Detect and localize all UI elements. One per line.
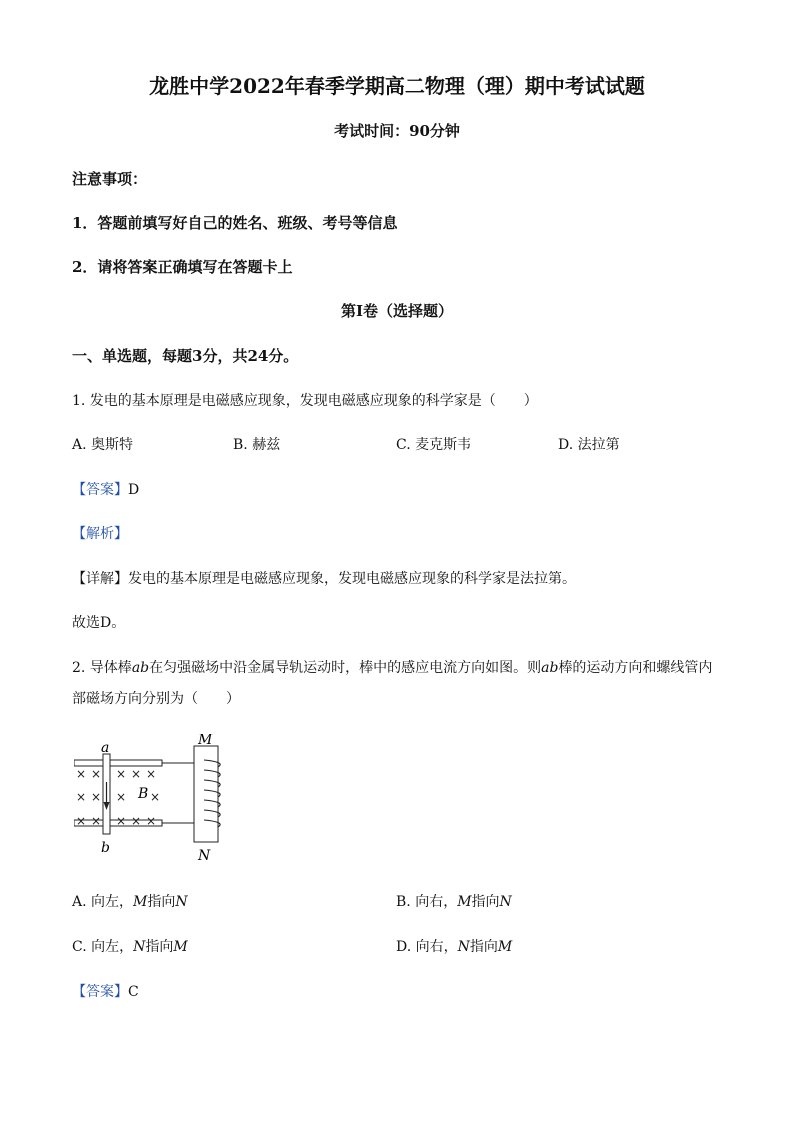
opt-to: M (173, 939, 188, 955)
opt-from: M (457, 894, 472, 910)
circuit-figure (74, 734, 244, 864)
opt-to: M (497, 939, 513, 955)
opt-from: N (133, 939, 146, 955)
q1-option-a: A. 奥斯特 (72, 437, 134, 453)
q2-option-d (396, 936, 512, 956)
label-M: M (198, 734, 213, 748)
opt-prefix: D. 向右， (396, 939, 458, 955)
opt-prefix: B. 向右， (396, 894, 458, 910)
opt-mid: 指向 (471, 894, 500, 910)
exam-time: 考试时间：90分钟 (334, 122, 460, 140)
svg-text:×: × (116, 767, 127, 781)
q2-option-b (396, 891, 512, 911)
svg-text:×: × (116, 790, 127, 804)
q2-option-c (72, 936, 188, 956)
svg-text:×: × (91, 767, 102, 781)
opt-mid: 指向 (469, 939, 498, 955)
svg-text:×: × (76, 790, 87, 804)
q1-option-c: C. 麦克斯韦 (396, 437, 472, 453)
top-rail (74, 760, 162, 766)
opt-to: N (175, 894, 188, 910)
svg-text:×: × (91, 814, 102, 828)
q1-stem: 1. 发电的基本原理是电磁感应现象，发现电磁感应现象的科学家是（ ） (72, 393, 538, 409)
q1-answer-value: D (128, 482, 140, 498)
svg-text:×: × (146, 767, 157, 781)
q2-answer-value: C (128, 984, 139, 1000)
q1-detail (72, 568, 576, 588)
answer-tag: 【答案】 (72, 984, 128, 1000)
q2-option-a (72, 891, 188, 911)
opt-from: M (133, 894, 148, 910)
section-title: 第I卷（选择题） (340, 302, 454, 320)
q1-option-d: D. 法拉第 (558, 437, 620, 453)
var-ab: ab (541, 660, 559, 676)
opt-mid: 指向 (147, 894, 176, 910)
q1-conclusion: 故选D。 (72, 615, 126, 631)
svg-text:×: × (146, 814, 157, 828)
q2-stem-part-a: 2. 导体棒 (72, 660, 132, 676)
detail-tag: 【详解】 (72, 571, 128, 587)
svg-text:×: × (131, 767, 142, 781)
part-heading: 一、单选题，每题3分，共24分。 (72, 347, 299, 365)
q1-answer (72, 479, 139, 499)
q2-stem-part-b: 在匀强磁场中沿金属导轨运动时，棒中的感应电流方向如图。则 (149, 660, 542, 676)
q2-stem-line1 (72, 657, 712, 677)
q1-detail-text: 发电的基本原理是电磁感应现象，发现电磁感应现象的科学家是法拉第。 (128, 571, 576, 587)
q1-option-b: B. 赫兹 (233, 437, 281, 453)
opt-to: N (499, 894, 512, 910)
opt-prefix: C. 向左， (72, 939, 134, 955)
answer-tag: 【答案】 (72, 482, 128, 498)
notes-heading: 注意事项： (72, 170, 148, 188)
q1-analysis-tag (72, 523, 128, 543)
label-b: b (101, 840, 110, 856)
label-N: N (198, 848, 211, 864)
svg-text:×: × (131, 814, 142, 828)
svg-text:×: × (76, 767, 87, 781)
svg-text:×: × (76, 814, 87, 828)
label-B: B (138, 786, 149, 802)
q2-answer (72, 981, 139, 1001)
opt-prefix: A. 向左， (72, 894, 134, 910)
svg-text:×: × (116, 814, 127, 828)
page-title: 龙胜中学2022年春季学期高二物理（理）期中考试试题 (149, 74, 645, 98)
var-ab: ab (131, 660, 150, 676)
note-item-1: 1．答题前填写好自己的姓名、班级、考号等信息 (72, 214, 398, 232)
note-item-2: 2．请将答案正确填写在答题卡上 (72, 258, 293, 276)
opt-from: N (457, 939, 470, 955)
label-a: a (101, 740, 110, 756)
analysis-tag: 【解析】 (72, 526, 128, 542)
q2-stem-line2: 部磁场方向分别为（ ） (72, 691, 240, 707)
svg-text:×: × (150, 790, 161, 804)
opt-mid: 指向 (145, 939, 174, 955)
q2-stem-part-c: 棒的运动方向和螺线管内 (558, 660, 713, 676)
svg-text:×: × (91, 790, 102, 804)
